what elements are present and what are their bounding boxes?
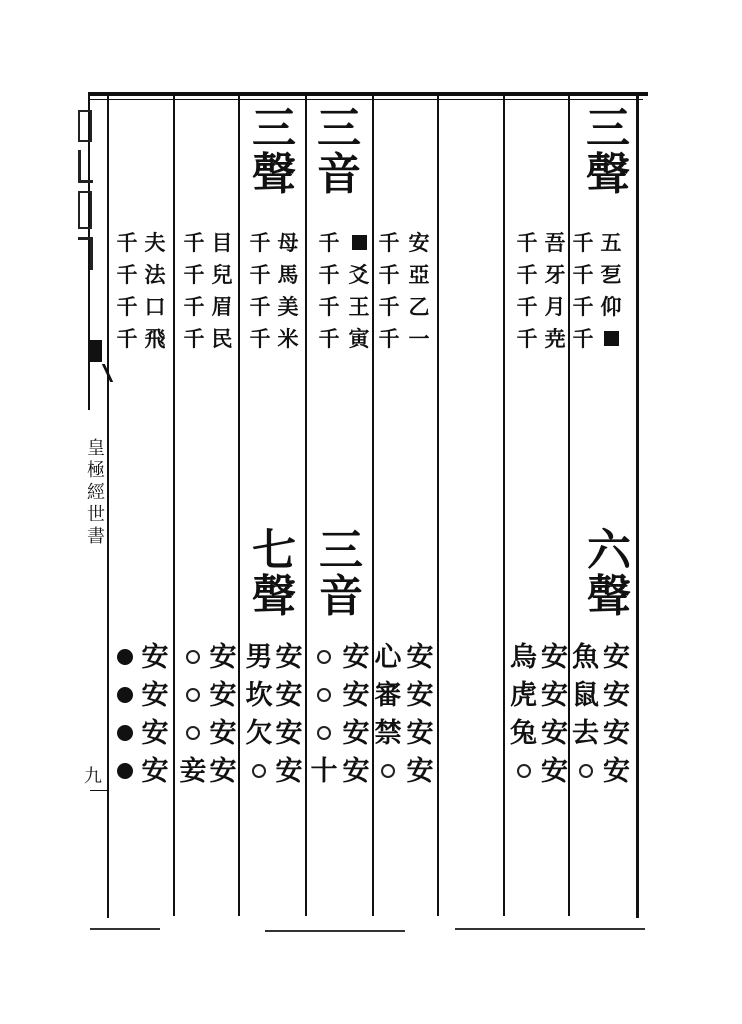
filled-circle-mark bbox=[117, 649, 133, 665]
col1-heading-bottom bbox=[586, 525, 632, 622]
vertical-char: 千 bbox=[183, 293, 205, 319]
bottom-edge-mark bbox=[265, 930, 405, 932]
empty-circle-mark bbox=[317, 688, 331, 702]
col2-upper-block bbox=[312, 226, 434, 356]
vertical-char: 安 bbox=[209, 679, 237, 711]
vertical-char: 仰 bbox=[600, 293, 622, 319]
empty-circle-mark bbox=[186, 688, 200, 702]
vertical-char: 吾 bbox=[544, 229, 566, 255]
col3-upper-block bbox=[246, 226, 302, 356]
column-divider-5 bbox=[437, 96, 439, 916]
vertical-char: 安 bbox=[603, 755, 630, 787]
vertical-char: 千 bbox=[378, 293, 400, 319]
vertical-char: 安 bbox=[209, 717, 237, 749]
vertical-char: 安 bbox=[406, 641, 434, 673]
vertical-char: 欠 bbox=[245, 717, 273, 749]
vertical-char: 千 bbox=[516, 293, 538, 319]
vertical-char: 千 bbox=[249, 325, 271, 351]
vertical-char: 口 bbox=[144, 293, 166, 319]
margin-fishtail-top bbox=[78, 110, 100, 310]
vertical-char: 亞 bbox=[408, 261, 430, 287]
vertical-char: 安 bbox=[275, 755, 303, 787]
vertical-char: 男 bbox=[245, 641, 273, 673]
vertical-char: 千 bbox=[183, 229, 205, 255]
vertical-char: 飛 bbox=[144, 325, 166, 351]
vertical-char: 心 bbox=[374, 641, 402, 673]
text-column bbox=[274, 226, 302, 354]
vertical-char: 安 bbox=[209, 755, 237, 787]
head-char: 三 bbox=[317, 103, 361, 154]
text-column bbox=[140, 638, 170, 790]
vertical-char: 安 bbox=[342, 755, 370, 787]
text-column bbox=[569, 226, 597, 354]
vertical-char: 千 bbox=[378, 325, 400, 351]
col4-upper-block bbox=[180, 226, 236, 356]
text-column bbox=[340, 638, 372, 790]
head-char: 六 bbox=[587, 525, 631, 576]
vertical-char: 千 bbox=[249, 229, 271, 255]
text-column bbox=[314, 226, 344, 354]
text-column bbox=[246, 226, 274, 354]
vertical-char: 寅 bbox=[348, 325, 370, 351]
vertical-char: 千 bbox=[516, 229, 538, 255]
vertical-char: 千 bbox=[249, 261, 271, 287]
col3-lower-block bbox=[244, 638, 304, 798]
vertical-char: 安 bbox=[342, 641, 370, 673]
vertical-char: 安 bbox=[275, 717, 303, 749]
text-column bbox=[180, 226, 208, 354]
text-column bbox=[541, 226, 569, 354]
vertical-char: 安 bbox=[275, 679, 303, 711]
text-column bbox=[244, 638, 274, 790]
vertical-char: 千 bbox=[318, 325, 340, 351]
vertical-char: 牙 bbox=[544, 261, 566, 287]
head-char: 聲 bbox=[586, 149, 630, 200]
filled-circle-mark bbox=[117, 763, 133, 779]
vertical-char: 魚 bbox=[572, 641, 599, 673]
inner-left-border bbox=[107, 96, 109, 918]
vertical-char: 鼠 bbox=[572, 679, 599, 711]
vertical-char: 安 bbox=[541, 641, 568, 673]
text-column bbox=[404, 226, 434, 354]
col1-upper-block bbox=[513, 226, 625, 356]
vertical-char: 安 bbox=[603, 641, 630, 673]
bottom-edge-mark bbox=[90, 928, 160, 930]
text-column bbox=[141, 226, 169, 354]
empty-circle-mark bbox=[186, 726, 200, 740]
vertical-char: 安 bbox=[342, 717, 370, 749]
filled-circle-mark bbox=[117, 725, 133, 741]
head-char: 三 bbox=[586, 103, 630, 154]
empty-circle-mark bbox=[579, 764, 593, 778]
vertical-char: 千 bbox=[516, 325, 538, 351]
vertical-char: 十 bbox=[310, 755, 338, 787]
column-divider-2 bbox=[238, 96, 240, 916]
vertical-char: 乭 bbox=[600, 261, 622, 287]
margin-fishtail-tail bbox=[88, 364, 113, 382]
vertical-char: 夫 bbox=[144, 229, 166, 255]
column-divider-1 bbox=[173, 96, 175, 916]
col2-heading-bottom bbox=[318, 525, 364, 622]
empty-circle-mark bbox=[517, 764, 531, 778]
vertical-char: 安 bbox=[342, 679, 370, 711]
column-divider-3 bbox=[305, 96, 307, 916]
vertical-char: 千 bbox=[572, 325, 594, 351]
vertical-char: 乙 bbox=[408, 293, 430, 319]
vertical-char: 眉 bbox=[211, 293, 233, 319]
head-char: 聲 bbox=[587, 571, 631, 622]
vertical-char: 千 bbox=[183, 261, 205, 287]
text-column bbox=[597, 226, 625, 354]
vertical-char: 安 bbox=[141, 717, 169, 749]
vertical-char: 馬 bbox=[277, 261, 299, 287]
vertical-char: 千 bbox=[116, 261, 138, 287]
right-border bbox=[636, 96, 639, 918]
text-column bbox=[308, 638, 340, 790]
head-char: 音 bbox=[319, 571, 363, 622]
vertical-char: 安 bbox=[406, 717, 434, 749]
vertical-char: 兒 bbox=[211, 261, 233, 287]
vertical-char: 千 bbox=[183, 325, 205, 351]
vertical-char: 安 bbox=[209, 641, 237, 673]
margin-book-title: 皇極經世書 bbox=[87, 438, 105, 547]
text-column bbox=[110, 638, 140, 790]
vertical-char: 千 bbox=[116, 229, 138, 255]
empty-circle-mark bbox=[381, 764, 395, 778]
empty-circle-mark bbox=[186, 650, 200, 664]
vertical-char: 千 bbox=[116, 325, 138, 351]
col5-upper-block bbox=[113, 226, 169, 356]
vertical-char: 千 bbox=[378, 261, 400, 287]
blank-block-mark bbox=[352, 235, 367, 250]
vertical-char: 千 bbox=[572, 229, 594, 255]
col1-heading-top bbox=[585, 103, 631, 200]
vertical-char: 千 bbox=[572, 293, 594, 319]
blank-block-mark bbox=[604, 331, 619, 346]
vertical-char: 千 bbox=[572, 261, 594, 287]
vertical-char: 安 bbox=[541, 755, 568, 787]
top-border-inner bbox=[88, 99, 643, 100]
vertical-char: 法 bbox=[144, 261, 166, 287]
vertical-char: 虎 bbox=[510, 679, 537, 711]
vertical-char: 安 bbox=[408, 229, 430, 255]
text-column bbox=[404, 638, 436, 790]
head-char: 七 bbox=[252, 525, 296, 576]
bottom-edge-mark bbox=[455, 928, 645, 930]
vertical-char: 千 bbox=[516, 261, 538, 287]
vertical-char: 安 bbox=[541, 679, 568, 711]
text-column bbox=[601, 638, 632, 790]
top-border bbox=[88, 92, 648, 96]
filled-circle-mark bbox=[117, 687, 133, 703]
head-char: 三 bbox=[252, 103, 296, 154]
vertical-char: 目 bbox=[211, 229, 233, 255]
vertical-char: 月 bbox=[544, 293, 566, 319]
vertical-char: 安 bbox=[141, 755, 169, 787]
text-column bbox=[274, 638, 304, 790]
vertical-char: 安 bbox=[603, 717, 630, 749]
text-column bbox=[513, 226, 541, 354]
empty-circle-mark bbox=[252, 764, 266, 778]
text-column bbox=[570, 638, 601, 790]
head-char: 音 bbox=[317, 149, 361, 200]
head-char: 三 bbox=[319, 525, 363, 576]
vertical-char: 坎 bbox=[245, 679, 273, 711]
vertical-char: 兔 bbox=[510, 717, 537, 749]
vertical-char: 禁 bbox=[374, 717, 402, 749]
vertical-char: 安 bbox=[406, 755, 434, 787]
vertical-char: 千 bbox=[378, 229, 400, 255]
vertical-char: 千 bbox=[318, 229, 340, 255]
vertical-char: 尭 bbox=[544, 325, 566, 351]
page-number-rule bbox=[90, 790, 108, 791]
vertical-char: 千 bbox=[318, 293, 340, 319]
col2-lower-block bbox=[308, 638, 436, 798]
vertical-char: 美 bbox=[277, 293, 299, 319]
vertical-char: 安 bbox=[141, 679, 169, 711]
text-column bbox=[374, 226, 404, 354]
vertical-char: 一 bbox=[408, 325, 430, 351]
vertical-char: 安 bbox=[406, 679, 434, 711]
text-column bbox=[113, 226, 141, 354]
vertical-char: 妾 bbox=[179, 755, 207, 787]
head-char: 聲 bbox=[252, 149, 296, 200]
vertical-char: 民 bbox=[211, 325, 233, 351]
vertical-char: 五 bbox=[600, 229, 622, 255]
vertical-char: 母 bbox=[277, 229, 299, 255]
col5-lower-block bbox=[110, 638, 170, 798]
text-column bbox=[372, 638, 404, 790]
vertical-char: 烏 bbox=[510, 641, 537, 673]
col3-heading-bottom bbox=[251, 525, 297, 622]
column-divider-6 bbox=[503, 96, 505, 916]
empty-circle-mark bbox=[317, 726, 331, 740]
text-column bbox=[208, 226, 236, 354]
text-column bbox=[208, 638, 238, 790]
vertical-char: 審 bbox=[374, 679, 402, 711]
text-column bbox=[178, 638, 208, 790]
vertical-char: 米 bbox=[277, 325, 299, 351]
vertical-char: 王 bbox=[348, 293, 370, 319]
vertical-char: 千 bbox=[249, 293, 271, 319]
vertical-char: 千 bbox=[116, 293, 138, 319]
text-column bbox=[344, 226, 374, 354]
vertical-char: 安 bbox=[541, 717, 568, 749]
vertical-char: 千 bbox=[318, 261, 340, 287]
col4-lower-block bbox=[178, 638, 238, 798]
head-char: 聲 bbox=[252, 571, 296, 622]
text-column bbox=[539, 638, 570, 790]
vertical-char: 安 bbox=[275, 641, 303, 673]
vertical-char: 安 bbox=[603, 679, 630, 711]
margin-fishtail-block bbox=[90, 340, 102, 362]
text-column bbox=[508, 638, 539, 790]
col1-lower-block bbox=[508, 638, 632, 798]
empty-circle-mark bbox=[317, 650, 331, 664]
col3-heading-top bbox=[251, 103, 297, 200]
page-number: 九 bbox=[84, 766, 102, 787]
vertical-char: 去 bbox=[572, 717, 599, 749]
col2-heading-top bbox=[316, 103, 362, 200]
vertical-char: 爻 bbox=[348, 261, 370, 287]
vertical-char: 安 bbox=[141, 641, 169, 673]
